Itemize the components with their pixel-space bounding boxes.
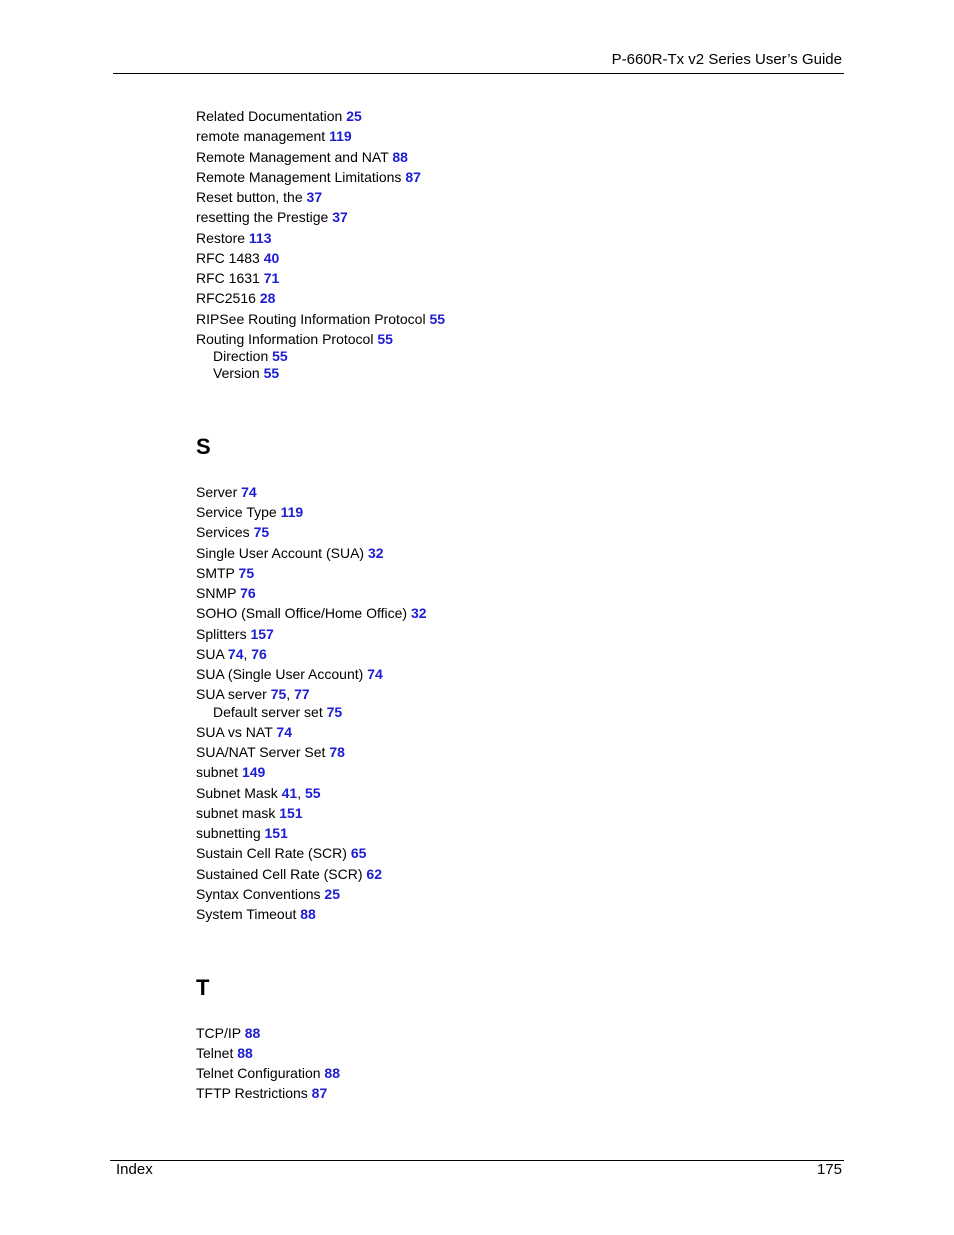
index-entry — [196, 1065, 340, 1082]
page-link[interactable]: 55 — [304, 785, 321, 801]
entry-term: Syntax Conventions — [196, 886, 321, 902]
entry-term: SUA (Single User Account) — [196, 666, 364, 682]
page-link[interactable]: 74 — [241, 484, 257, 500]
entry-term: Restore — [196, 230, 246, 246]
entry-term: System Timeout — [196, 906, 297, 922]
index-entry — [196, 169, 421, 186]
entry-term: Services — [196, 524, 250, 540]
index-entry — [196, 724, 292, 741]
page-link[interactable]: 75 — [326, 704, 343, 720]
header-divider — [113, 73, 844, 74]
entry-term: RFC2516 — [196, 290, 256, 306]
page-link[interactable]: 25 — [346, 108, 362, 124]
entry-term: Routing Information Protocol — [196, 331, 374, 347]
page-link[interactable]: 157 — [250, 626, 274, 642]
index-entry — [196, 866, 382, 883]
page-link[interactable]: 65 — [350, 845, 367, 861]
index-entry — [196, 189, 322, 206]
entry-term: Reset button, the — [196, 189, 303, 205]
index-entry — [196, 1045, 253, 1062]
entry-term: Default server set — [213, 704, 323, 720]
index-entry — [196, 331, 393, 348]
entry-term: RIPSee Routing Information Protocol — [196, 311, 426, 327]
index-entry — [196, 311, 445, 328]
page-link[interactable]: 75 — [270, 686, 287, 702]
entry-term: Service Type — [196, 504, 277, 520]
page-link[interactable]: 55 — [429, 311, 446, 327]
index-entry — [196, 209, 348, 226]
index-subentry — [213, 365, 279, 382]
index-entry — [196, 524, 269, 541]
entry-term: resetting the Prestige — [196, 209, 329, 225]
entry-term: SUA — [196, 646, 225, 662]
entry-term: RFC 1483 — [196, 250, 260, 266]
index-entry — [196, 545, 384, 562]
page-link[interactable]: 41 — [281, 785, 298, 801]
index-entry — [196, 764, 265, 781]
page-link[interactable]: 151 — [264, 825, 288, 841]
entry-term: Splitters — [196, 626, 247, 642]
page-link[interactable]: 74 — [276, 724, 292, 740]
index-entry: SUA server 75, 77 — [196, 686, 310, 702]
entry-term: TCP/IP — [196, 1025, 241, 1041]
index-entry — [196, 906, 316, 923]
entry-term: SUA vs NAT — [196, 724, 273, 740]
entry-term: Sustained Cell Rate (SCR) — [196, 866, 363, 882]
index-entry — [196, 270, 279, 287]
page-link[interactable]: 77 — [294, 686, 310, 702]
page-link[interactable]: 149 — [241, 764, 266, 780]
index-entry — [196, 805, 303, 822]
page-link[interactable]: 88 — [392, 149, 408, 165]
page-link[interactable]: 87 — [311, 1085, 328, 1101]
page-link[interactable]: 88 — [244, 1025, 261, 1041]
page-link[interactable]: 88 — [237, 1045, 253, 1061]
entry-term: Server — [196, 484, 238, 500]
entry-term: SMTP — [196, 565, 235, 581]
index-entry — [196, 565, 254, 582]
index-entry — [196, 108, 362, 125]
entry-term: TFTP Restrictions — [196, 1085, 308, 1101]
entry-term: SOHO (Small Office/Home Office) — [196, 605, 408, 621]
index-entry — [196, 290, 275, 307]
entry-term: SUA server — [196, 686, 267, 702]
page-link[interactable]: 32 — [410, 605, 427, 621]
index-entry — [196, 886, 340, 903]
page-link[interactable]: 119 — [329, 128, 352, 144]
index-entry — [196, 626, 274, 643]
page-link[interactable]: 71 — [263, 270, 280, 286]
index-entry — [196, 605, 427, 622]
entry-term: Subnet Mask — [196, 785, 278, 801]
page-link[interactable]: 28 — [259, 290, 276, 306]
page-link[interactable]: 74 — [367, 666, 383, 682]
page-link[interactable]: 88 — [300, 906, 316, 922]
page-link[interactable]: 75 — [238, 565, 255, 581]
entry-term: Remote Management Limitations — [196, 169, 402, 185]
entry-term: SUA/NAT Server Set — [196, 744, 326, 760]
entry-term: RFC 1631 — [196, 270, 260, 286]
index-entry — [196, 1085, 327, 1102]
entry-term: subnet mask — [196, 805, 276, 821]
page-link[interactable]: 76 — [251, 646, 267, 662]
entry-term: Telnet Configuration — [196, 1065, 321, 1081]
page-link[interactable]: 113 — [248, 230, 272, 246]
page-link[interactable]: 78 — [329, 744, 345, 760]
index-entry — [196, 666, 383, 683]
page-link[interactable]: 25 — [324, 886, 340, 902]
index-entry — [196, 825, 288, 842]
entry-term: Sustain Cell Rate (SCR) — [196, 845, 347, 861]
page-link[interactable]: 55 — [377, 331, 393, 347]
index-entry — [196, 128, 352, 145]
index-entry — [196, 845, 366, 862]
footer-section-name: Index — [116, 1161, 153, 1178]
page-link[interactable]: 32 — [367, 545, 384, 561]
section-letter-s: S — [196, 434, 211, 459]
entry-term: Single User Account (SUA) — [196, 545, 365, 561]
page-link[interactable]: 151 — [279, 805, 303, 821]
entry-term: Direction — [213, 348, 269, 364]
entry-term: Telnet — [196, 1045, 234, 1061]
page-link[interactable]: 55 — [272, 348, 288, 364]
page-link[interactable]: 74 — [227, 646, 244, 662]
page-number: 175 — [816, 1161, 842, 1178]
index-entry — [196, 484, 257, 501]
guide-title: P-660R-Tx v2 Series User’s Guide — [611, 51, 842, 68]
index-entry: SUA 74, 76 — [196, 646, 267, 662]
entry-term: remote management — [196, 128, 326, 144]
entry-term: Version — [213, 365, 260, 381]
page-link[interactable]: 37 — [332, 209, 348, 225]
index-entry — [196, 1025, 260, 1042]
entry-term: SNMP — [196, 585, 237, 601]
page-link[interactable]: 62 — [366, 866, 382, 882]
page-link[interactable]: 37 — [306, 189, 323, 205]
section-letter-t: T — [196, 975, 210, 1000]
index-entry: Subnet Mask 41, 55 — [196, 785, 321, 801]
index-entry — [196, 744, 345, 761]
index-entry — [196, 149, 408, 166]
page-link[interactable]: 88 — [324, 1065, 340, 1081]
index-entry — [196, 230, 272, 247]
page-link[interactable]: 87 — [405, 169, 421, 185]
page-link[interactable]: 55 — [263, 365, 280, 381]
page-link[interactable]: 75 — [253, 524, 270, 540]
entry-term: Related Documentation — [196, 108, 343, 124]
page-link[interactable]: 119 — [280, 504, 304, 520]
index-subentry — [213, 704, 342, 721]
footer-divider — [110, 1160, 844, 1161]
page-link[interactable]: 76 — [240, 585, 256, 601]
index-entry — [196, 585, 256, 602]
entry-term: Remote Management and NAT — [196, 149, 389, 165]
entry-term: subnetting — [196, 825, 261, 841]
page-link[interactable]: 40 — [263, 250, 280, 266]
index-entry — [196, 250, 279, 267]
index-entry — [196, 504, 303, 521]
index-subentry — [213, 348, 288, 365]
entry-term: subnet — [196, 764, 239, 780]
